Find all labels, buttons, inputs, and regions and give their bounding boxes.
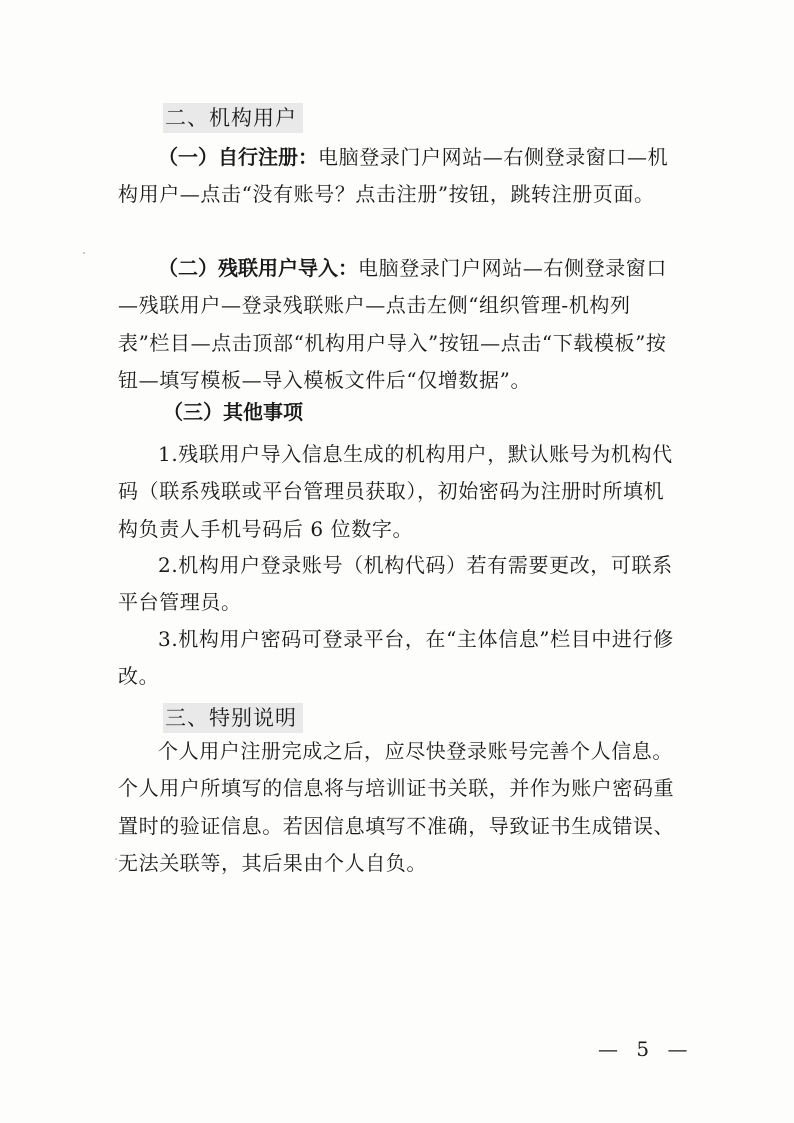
scan-speck	[83, 252, 85, 254]
list-item-change-account: 2.机构用户登录账号（机构代码）若有需要更改，可联系平台管理员。	[118, 553, 673, 615]
list-item-default-account: 1.残联用户导入信息生成的机构用户，默认账号为机构代码（联系残联或平台管理员获取），初始密码为注册时所填机构负责人手机号码后 6 位数字。	[118, 442, 673, 541]
text-federation-import: 电脑登录门户网站—右侧登录窗口—残联用户—登录残联账户—点击左侧“组织管理-机构列表”栏目—点击顶部“机构用户导入”按钮—点击“下载模板”按钮—填写模板—导入模板文件后“仅增数据”。	[118, 256, 667, 393]
paragraph-self-registration	[118, 139, 678, 214]
section-heading-special-notes: 三、特别说明	[163, 703, 303, 733]
text-self-registration: 电脑登录门户网站—右侧登录窗口—机构用户—点击“没有账号？点击注册”按钮，跳转注册页面。	[118, 145, 669, 207]
list-item-change-password: 3.机构用户密码可登录平台，在“主体信息”栏目中进行修改。	[118, 627, 674, 689]
lead-federation-import: （二）残联用户导入：	[158, 256, 358, 280]
paragraph-special-notes: 个人用户注册完成之后，应尽快登录账号完善个人信息。个人用户所填写的信息将与培训证书关联，并作为账户密码重置时的验证信息。若因信息填写不准确，导致证书生成错误、无法关联等，其后果由个人自负。	[118, 739, 675, 876]
page-number: — 5 —	[598, 1037, 694, 1061]
scan-speck	[115, 858, 117, 860]
section-heading-institution-users: 二、机构用户	[163, 103, 303, 133]
lead-self-registration: （一）自行注册：	[158, 145, 318, 169]
sub-heading-other-matters: （三）其他事项	[163, 400, 303, 424]
paragraph-federation-import	[118, 250, 678, 400]
